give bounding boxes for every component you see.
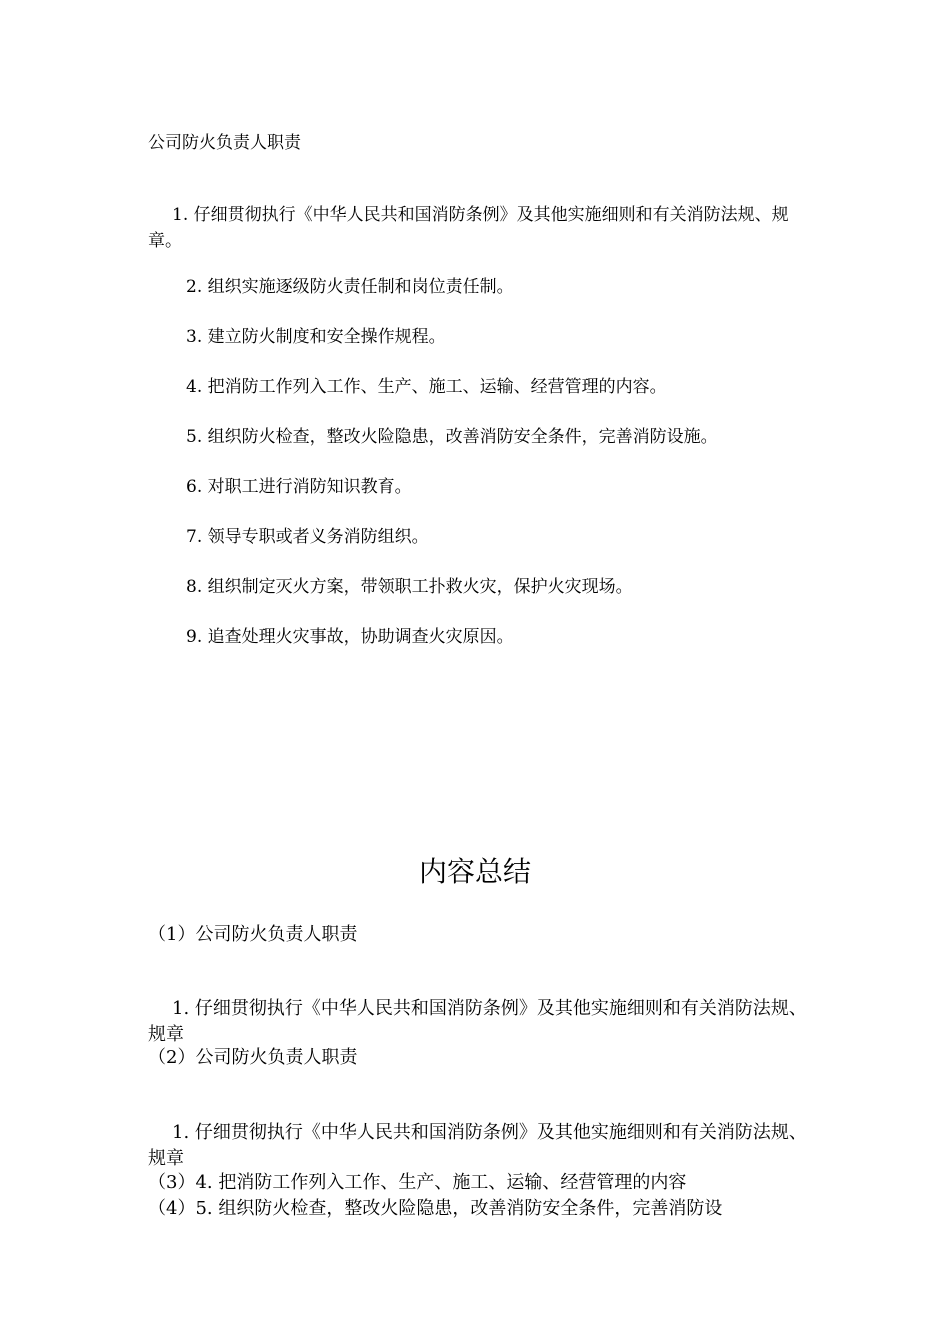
duty-item-5: 5. 组织防火检查，整改火险隐患，改善消防安全条件，完善消防设施。 xyxy=(186,427,718,447)
summary-line-4: 1. 仔细贯彻执行《中华人民共和国消防条例》及其他实施细则和有关消防法规、规章 xyxy=(148,1122,807,1169)
summary-line-2: 1. 仔细贯彻执行《中华人民共和国消防条例》及其他实施细则和有关消防法规、规章 xyxy=(148,998,807,1045)
summary-line-5: （3）4. 把消防工作列入工作、生产、施工、运输、经营管理的内容 xyxy=(148,1172,687,1193)
summary-line-6: （4）5. 组织防火检查，整改火险隐患，改善消防安全条件，完善消防设 xyxy=(148,1198,723,1219)
duty-item-9: 9. 追查处理火灾事故，协助调查火灾原因。 xyxy=(186,627,514,647)
document-title: 公司防火负责人职责 xyxy=(148,133,301,153)
duty-item-2: 2. 组织实施逐级防火责任制和岗位责任制。 xyxy=(186,277,514,297)
duty-item-1: 1. 仔细贯彻执行《中华人民共和国消防条例》及其他实施细则和有关消防法规、规章。 xyxy=(148,205,789,251)
duty-item-8: 8. 组织制定灭火方案，带领职工扑救火灾，保护火灾现场。 xyxy=(186,577,633,597)
summary-line-3: （2）公司防火负责人职责 xyxy=(148,1047,358,1068)
summary-line-1: （1）公司防火负责人职责 xyxy=(148,924,358,945)
duty-item-7: 7. 领导专职或者义务消防组织。 xyxy=(186,527,429,547)
duty-item-6: 6. 对职工进行消防知识教育。 xyxy=(186,477,412,497)
duty-item-3: 3. 建立防火制度和安全操作规程。 xyxy=(186,327,446,347)
summary-heading: 内容总结 xyxy=(418,855,531,888)
duty-item-4: 4. 把消防工作列入工作、生产、施工、运输、经营管理的内容。 xyxy=(186,377,667,397)
